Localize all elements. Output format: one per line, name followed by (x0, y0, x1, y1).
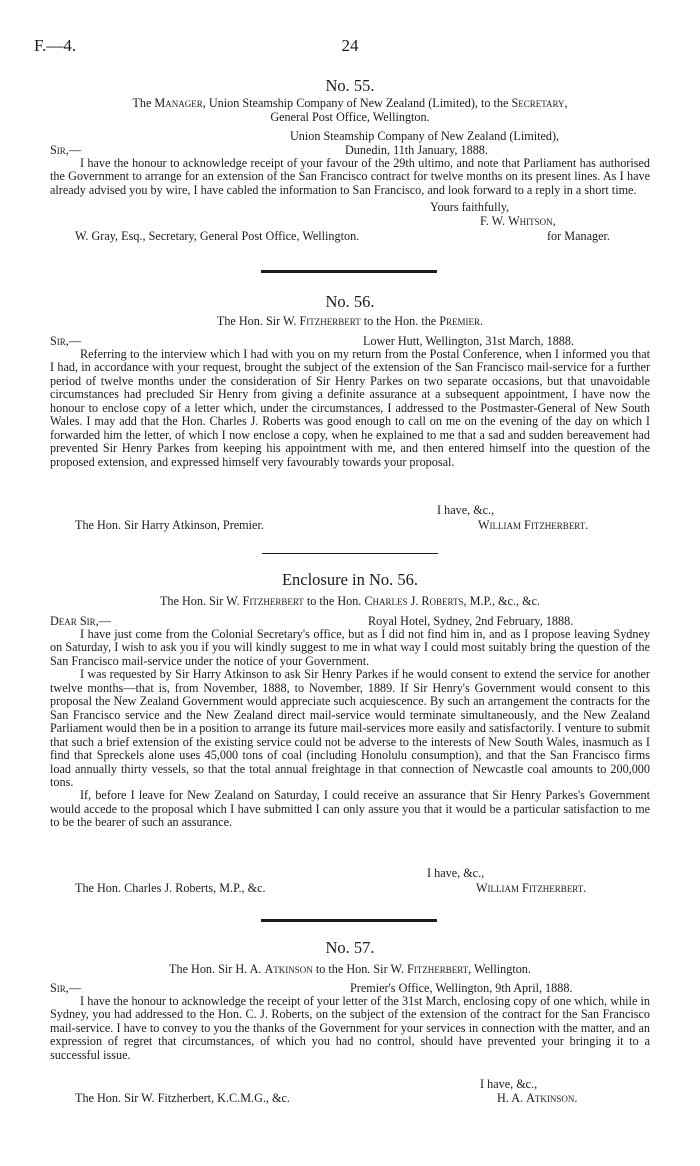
closing: I have, &c., (480, 1077, 538, 1091)
salutation: Sir,— (50, 334, 82, 348)
sender-address: Premier's Office, Wellington, 9th April, 1888. (350, 981, 573, 995)
letter-body: I have the honour to acknowledge the receipt of your letter of the 31st March, enclosing copy of one which, while in Sydney, you had addressed to the Hon. C. J. Roberts, on the subject of the extension of the contract for the San Francisco mail-service. I have to convey to you the thanks of the Government for your services in connection with the matter, and an expression of regret that circumstances, of which you had no control, should have prevented your bringing it to a successful issue. (50, 994, 650, 1062)
signature: William Fitzherbert. (478, 518, 589, 532)
addressee: The Hon. Sir Harry Atkinson, Premier. (75, 518, 264, 532)
section-divider (261, 270, 437, 273)
body-paragraph: I have just come from the Colonial Secretary's office, but as I did not find him in, and as I propose leaving Sydney on Saturday, I wish to ask you if you will kindly suggest to me in what way I could most suitably bring the question of the San Francisco mail-service under the notice of your Government. (50, 627, 650, 668)
page-series-code: F.—4. (34, 36, 77, 55)
salutation: Dear Sir,— (50, 614, 111, 628)
signature: William Fitzherbert. (476, 881, 587, 895)
salutation: Sir,— (50, 143, 82, 157)
letter-title: No. 56. (325, 292, 375, 311)
letter-body: I have the honour to acknowledge receipt of your favour of the 29th ultimo, and note that Parliament has authorised the Government to arrange for an extension of the San Francisco contract for twelve months on its present lines. As I have already advised you by wire, I have cabled the information to San Francisco, and look forward to a reply in a short time. (50, 156, 650, 197)
letter-body (50, 628, 650, 830)
body-paragraph: If, before I leave for New Zealand on Saturday, I could receive an assurance that Sir Henry Parkes's Government would accede to the proposal which I have submitted I can only assure you that it would be a particular satisfaction to me to be the bearer of such an assurance. (50, 788, 650, 830)
addressee: W. Gray, Esq., Secretary, General Post Office, Wellington. (75, 229, 360, 243)
signature: F. W. Whitson, (480, 214, 556, 228)
sender-address: Lower Hutt, Wellington, 31st March, 1888. (363, 334, 575, 348)
letter-title: Enclosure in No. 56. (281, 570, 419, 589)
letter-title: No. 57. (325, 938, 375, 957)
body-paragraph: I was requested by Sir Harry Atkinson to ask Sir Henry Parkes if he would consent to extend the service for another twelve months—that is, from November, 1888, to November, 1889. If Sir Henry's Government would consent to this proposal the New Zealand Government would appreciate such acquiescence. By such an arrangement the contracts for the San Francisco service and the New Zealand direct mail-service would terminate simultaneously, and the New Zealand Parliament would then be in a position to arrange its future mail-services more easily and satisfactorily. I venture to submit that such a brief extension of the existing service could not be adverse to the interests of New South Wales, inasmuch as I find that Spreckels alone uses 45,000 tons of coal (including Honolulu consumption), and that the San Francisco firms load annually thirty vessels, so that the total annual freightage in that connection of Newcastle coal amounts to 200,000 tons. (50, 667, 650, 789)
closing: I have, &c., (437, 503, 495, 517)
signature: H. A. Atkinson. (497, 1091, 578, 1105)
addressee: The Hon. Sir W. Fitzherbert, K.C.M.G., &c. (75, 1091, 290, 1105)
signature-role: for Manager. (547, 229, 610, 243)
salutation: Sir,— (50, 981, 82, 995)
letter-heading: The Hon. Sir H. A. Atkinson to the Hon. Sir W. Fitzherbert, Wellington. (169, 962, 531, 976)
letter-heading: The Manager, Union Steamship Company of New Zealand (Limited), to the Secretary, (132, 96, 568, 110)
sender-address-line1: Union Steamship Company of New Zealand (Limited), (290, 129, 560, 143)
section-divider (261, 919, 437, 922)
letter-heading: The Hon. Sir W. Fitzherbert to the Hon. the Premier. (216, 314, 484, 328)
closing: Yours faithfully, (430, 200, 510, 214)
letter-heading-line2: General Post Office, Wellington. (270, 110, 430, 124)
sender-address-line2: Dunedin, 11th January, 1888. (345, 143, 488, 157)
letter-body: Referring to the interview which I had with you on my return from the Postal Conference, when I informed you that I had, in accordance with your request, brought the subject of the extension of the San Francisco mail-service for a further period of twelve months under the consideration of Sir Henry Parkes on two separate occasions, but that unavoidable circumstances had precluded Sir Henry from giving a definite assurance at a subsequent appointment, I have now the honour to enclose copy of a letter which, under the circumstances, I addressed to the Postmaster-General of New South Wales. I may add that the Hon. Charles J. Roberts was good enough to call on me on the evening of the day on which I forwarded him the letter, of which I now enclose a copy, when he explained to me that a sad and sudden bereavement had prevented Sir Henry Parkes from keeping his appointment with me, and then entered himself into the question of the proposed extension, and expressed himself very favourably towards your proposal. (50, 347, 650, 469)
closing: I have, &c., (427, 866, 485, 880)
addressee: The Hon. Charles J. Roberts, M.P., &c. (75, 881, 266, 895)
section-divider (262, 553, 438, 554)
page-number: 24 (341, 36, 359, 55)
sender-address: Royal Hotel, Sydney, 2nd February, 1888. (368, 614, 574, 628)
letter-title: No. 55. (325, 76, 375, 95)
letter-heading: The Hon. Sir W. Fitzherbert to the Hon. Charles J. Roberts, M.P., &c., &c. (159, 594, 541, 608)
